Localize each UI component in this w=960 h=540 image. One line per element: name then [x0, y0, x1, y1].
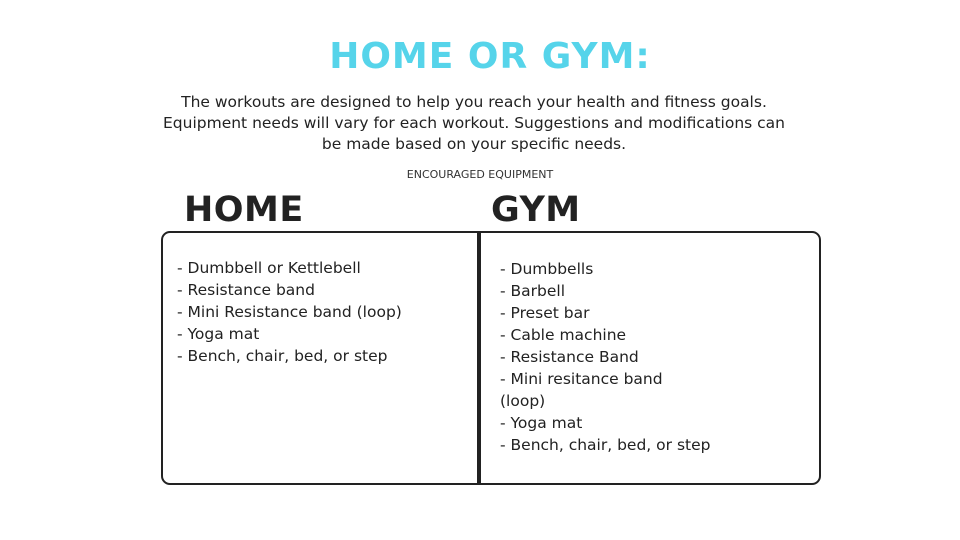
home-equipment-list: [177, 257, 467, 367]
list-item: - Dumbbell or Kettlebell: [177, 259, 361, 277]
list-item: (loop): [500, 392, 546, 410]
section-subheading: ENCOURAGED EQUIPMENT: [406, 168, 554, 181]
list-item: - Yoga mat: [500, 414, 583, 432]
list-item: - Bench, chair, bed, or step: [177, 347, 388, 365]
intro-line: be made based on your specific needs.: [321, 135, 627, 153]
list-item: - Preset bar: [500, 304, 590, 322]
list-item: - Bench, chair, bed, or step: [500, 436, 711, 454]
intro-line: The workouts are designed to help you reach your health and fitness goals.: [181, 93, 767, 111]
column-divider: [477, 231, 481, 485]
list-item: - Resistance Band: [500, 348, 639, 366]
list-item: - Mini resitance band: [500, 370, 663, 388]
gym-heading: GYM: [491, 190, 581, 230]
gym-equipment-list: [500, 258, 750, 456]
list-item: - Yoga mat: [177, 325, 260, 343]
intro-paragraph: [140, 92, 808, 155]
list-item: - Dumbbells: [500, 260, 594, 278]
list-item: - Barbell: [500, 282, 566, 300]
list-item: - Resistance band: [177, 281, 315, 299]
page-title: HOME OR GYM:: [329, 36, 651, 77]
home-heading: HOME: [184, 190, 304, 230]
intro-line: Equipment needs will vary for each workout. Suggestions and modifications can: [163, 114, 785, 132]
list-item: - Mini Resistance band (loop): [177, 303, 402, 321]
list-item: - Cable machine: [500, 326, 627, 344]
